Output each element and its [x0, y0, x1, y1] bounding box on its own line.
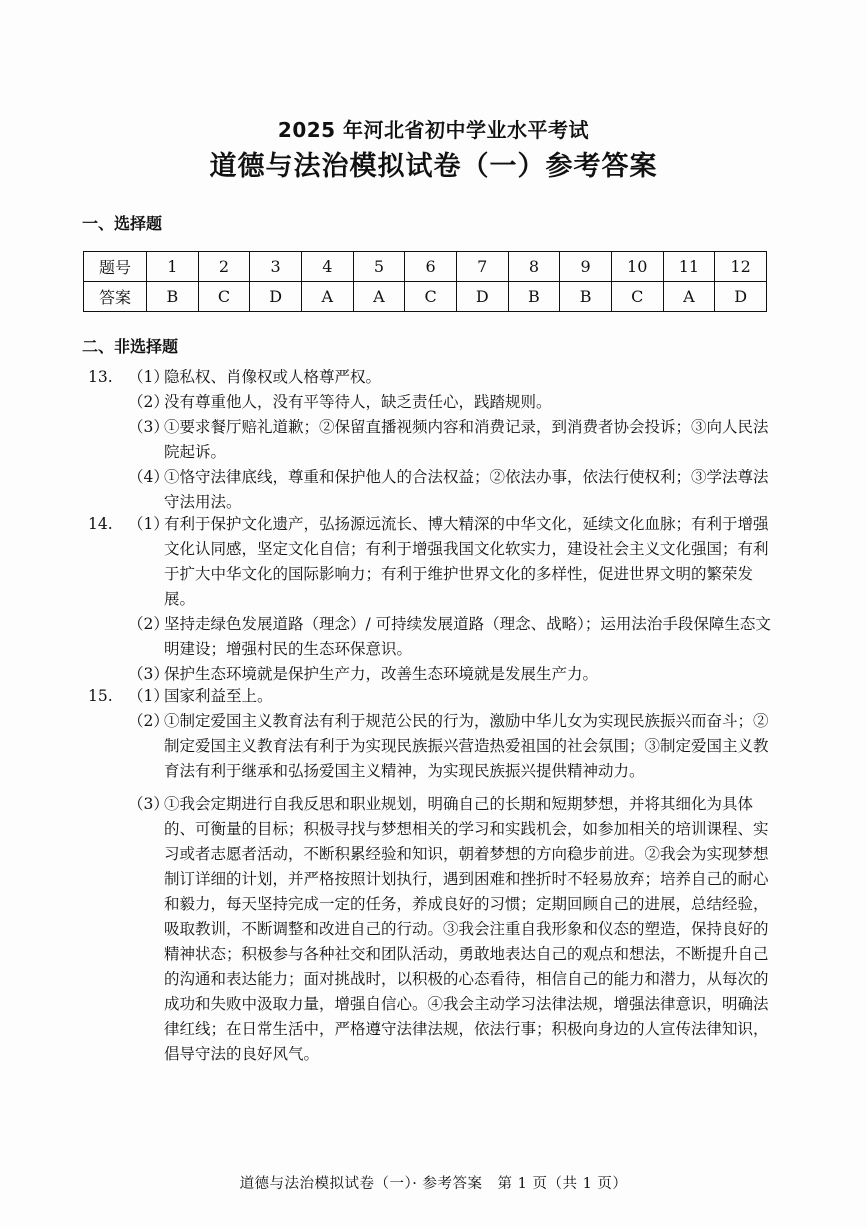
row-label-number: 题号 [84, 252, 147, 282]
answer-item [128, 792, 778, 1067]
answer-cell: D [456, 282, 508, 312]
answer-item [128, 709, 778, 784]
question-number-cell: 1 [147, 252, 199, 282]
sub-label: （2） [128, 615, 169, 633]
choice-answer-table [83, 251, 767, 312]
sub-label: （2） [128, 393, 169, 411]
page-footer: 道德与法治模拟试卷（一）· 参考答案 第 1 页（共 1 页） [239, 1176, 628, 1192]
answer-item [128, 390, 778, 415]
answer-text: ①我会定期进行自我反思和职业规划，明确自己的长期和短期梦想，并将其细化为具体的、可衡量的目标；积极寻找与梦想相关的学习和实践机会，如参加相关的培训课程、实习或者志愿者活动，不断积累经验和知识，朝着梦想的方向稳步前进。②我会为实现梦想制订详细的计划，并严格按照计划执行，遇到困难和挫折时不轻易放弃；培养自己的耐心和毅力，每天坚持完成一定的任务，养成良好的习惯；定期回顾自己的进展，总结经验，吸取教训，不断调整和改进自己的行动。③我会注重自我形象和仪态的塑造，保持良好的精神状态；积极参与各种社交和团队活动，勇敢地表达自己的观点和想法，不断提升自己的沟通和表达能力；面对挑战时，以积极的心态看待，相信自己的能力和潜力，从每次的成功和失败中汲取力量，增强自信心。④我会主动学习法律法规，增强法律意识，明确法律红线；在日常生活中，严格遵守法律法规，依法行事；积极向身边的人宣传法律知识，倡导守法的良好风气。 [164, 795, 769, 1063]
sub-label: （1） [128, 515, 169, 533]
question-number-cell: 3 [250, 252, 302, 282]
answer-cell: A [353, 282, 405, 312]
question-number-cell: 6 [405, 252, 457, 282]
question-number-cell: 11 [663, 252, 715, 282]
answer-cell: B [147, 282, 199, 312]
sub-label: （3） [128, 418, 169, 436]
sub-label: （1） [128, 368, 169, 386]
answer-text: ①要求餐厅赔礼道歉；②保留直播视频内容和消费记录，到消费者协会投诉；③向人民法院起诉。 [164, 418, 769, 461]
sub-label: （4） [128, 468, 169, 486]
answer-item [128, 415, 778, 465]
sub-label: （3） [128, 665, 169, 683]
answer-text: 隐私权、肖像权或人格尊严权。 [164, 368, 382, 386]
question-15 [88, 684, 778, 1067]
question-number: 14. [88, 515, 113, 533]
answer-cell: D [715, 282, 767, 312]
table-row-numbers [84, 252, 767, 282]
answer-cell: B [560, 282, 612, 312]
question-number: 13. [88, 368, 113, 386]
question-14 [88, 512, 778, 687]
answer-cell: B [508, 282, 560, 312]
row-label-answer: 答案 [84, 282, 147, 312]
answer-cell: C [611, 282, 663, 312]
answer-cell: A [301, 282, 353, 312]
answer-text: ①制定爱国主义教育法有利于规范公民的行为，激励中华儿女为实现民族振兴而奋斗；②制定爱国主义教育法有利于为实现民族振兴营造热爱祖国的社会氛围；③制定爱国主义教育法有利于继承和弘扬爱国主义精神，为实现民族振兴提供精神动力。 [164, 712, 769, 780]
question-number-cell: 12 [715, 252, 767, 282]
answer-text: 国家利益至上。 [164, 687, 273, 705]
question-number-cell: 2 [198, 252, 250, 282]
question-number-cell: 4 [301, 252, 353, 282]
question-number-cell: 9 [560, 252, 612, 282]
question-number-cell: 10 [611, 252, 663, 282]
answer-text: 没有尊重他人，没有平等待人，缺乏责任心，践踏规则。 [164, 393, 552, 411]
sub-label: （2） [128, 712, 169, 730]
sub-label: （3） [128, 795, 169, 813]
answer-cell: C [198, 282, 250, 312]
answer-text: 有利于保护文化遗产，弘扬源远流长、博大精深的中华文化，延续文化血脉；有利于增强文化认同感，坚定文化自信；有利于增强我国文化软实力，建设社会主义文化强国；有利于扩大中华文化的国际影响力；有利于维护世界文化的多样性，促进世界文明的繁荣发展。 [164, 515, 769, 608]
answer-item [128, 365, 778, 390]
section-heading-choice: 一、选择题 [82, 214, 163, 233]
question-number-cell: 5 [353, 252, 405, 282]
answer-cell: D [250, 282, 302, 312]
answer-text: 坚持走绿色发展道路（理念）/ 可持续发展道路（理念、战略）；运用法治手段保障生态文明建设；增强村民的生态环保意识。 [164, 615, 771, 658]
question-13 [88, 365, 778, 515]
sub-label: （1） [128, 687, 169, 705]
question-number: 15. [88, 687, 113, 705]
question-number-cell: 7 [456, 252, 508, 282]
document-title: 道德与法治模拟试卷（一）参考答案 [209, 151, 658, 182]
section-heading-nonchoice: 二、非选择题 [82, 337, 179, 356]
question-number-cell: 8 [508, 252, 560, 282]
answer-item [128, 684, 778, 709]
answer-item [128, 612, 778, 662]
answer-text: ①恪守法律底线，尊重和保护他人的合法权益；②依法办事，依法行使权利；③学法尊法守法用法。 [164, 468, 769, 511]
answer-item [128, 512, 778, 612]
exam-title: 2025 年河北省初中学业水平考试 [277, 118, 590, 142]
answer-cell: C [405, 282, 457, 312]
answer-cell: A [663, 282, 715, 312]
answer-item [128, 465, 778, 515]
answer-text: 保护生态环境就是保护生产力，改善生态环境就是发展生产力。 [164, 665, 599, 683]
table-row-answers [84, 282, 767, 312]
